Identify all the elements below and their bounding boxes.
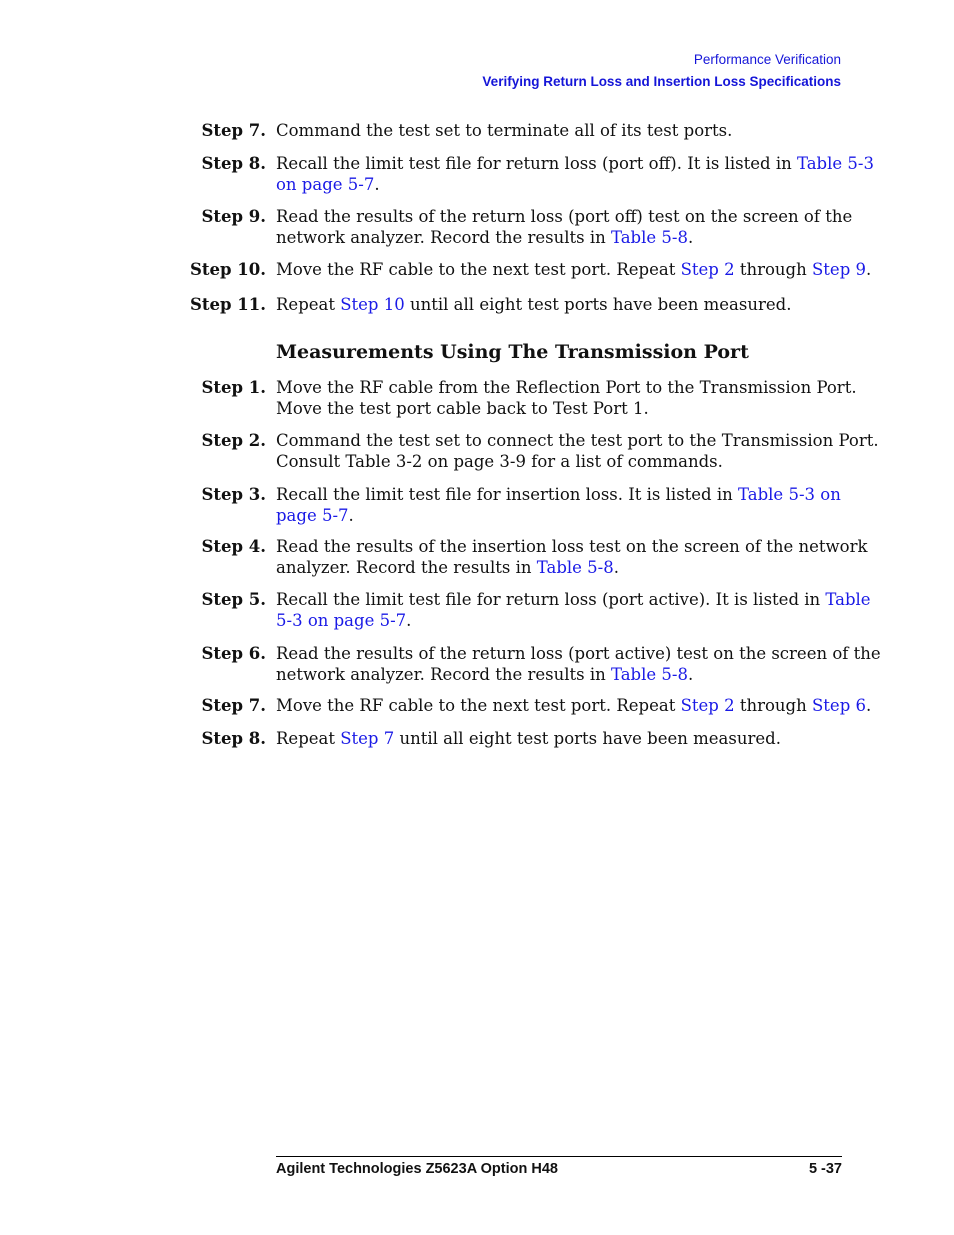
step-text	[276, 590, 871, 631]
step-line	[276, 729, 846, 750]
step-line	[276, 175, 846, 196]
step-text-run: Recall the limit test file for return loss (port off). It is listed in	[276, 154, 797, 173]
step-line	[276, 121, 846, 142]
step-text-run: Move the RF cable to the next test port. Repeat	[276, 260, 681, 279]
step-text-run: Move the test port cable back to Test Port 1.	[276, 398, 649, 418]
cross-reference-link[interactable]: Step 9	[812, 260, 867, 279]
step-line	[276, 154, 874, 175]
step-text	[276, 729, 846, 750]
step-text	[276, 431, 879, 472]
step-line	[276, 207, 853, 228]
step-text-run: .	[406, 610, 412, 630]
step-text	[276, 207, 853, 248]
cross-reference-link[interactable]: Step 7	[340, 729, 395, 748]
step-text-run: .	[374, 174, 380, 194]
footer-rule	[276, 1156, 842, 1157]
step-label: Step 2.	[201, 431, 266, 450]
step-label: Step 4.	[201, 537, 266, 556]
step-text-run: through	[734, 260, 812, 279]
step-text	[276, 378, 857, 419]
step-line	[276, 260, 872, 281]
step-line	[276, 558, 846, 579]
step-label: Step 5.	[201, 590, 266, 609]
step-label: Step 7.	[201, 696, 266, 715]
step-line	[276, 378, 857, 399]
step-text	[276, 154, 874, 195]
footer-page-number: 5 -37	[808, 1161, 842, 1177]
step-text-run: Repeat	[276, 729, 341, 748]
cross-reference-link[interactable]: page 5-7	[276, 505, 349, 525]
step-label: Step 8.	[201, 154, 266, 173]
step-line	[276, 228, 846, 249]
step-label: Step 3.	[201, 485, 266, 504]
step-label: Step 1.	[201, 378, 266, 397]
step-text-run: Repeat	[276, 295, 341, 314]
step-label: Step 9.	[201, 207, 266, 226]
cross-reference-link[interactable]: on page 5-7	[276, 174, 375, 194]
cross-reference-link[interactable]: Table 5-8	[610, 664, 688, 684]
cross-reference-link[interactable]: Table 5-3	[796, 154, 874, 173]
cross-reference-link[interactable]: Table 5-8	[610, 227, 688, 247]
cross-reference-link[interactable]: 5-3 on page 5-7	[276, 610, 407, 630]
cross-reference-link[interactable]: Table	[825, 590, 871, 609]
step-text-run: until all eight test ports have been measured.	[394, 729, 781, 748]
step-text-run: Move the RF cable to the next test port. Repeat	[276, 696, 681, 715]
step-line	[276, 590, 871, 611]
step-text-run: network analyzer. Record the results in	[276, 664, 611, 684]
step-text-run: Read the results of the insertion loss test on the screen of the network	[276, 537, 868, 556]
step-text	[276, 696, 872, 717]
section-heading: Measurements Using The Transmission Port	[276, 341, 749, 363]
step-label: Step 11.	[189, 295, 266, 314]
step-label: Step 8.	[201, 729, 266, 748]
step-text-run: .	[866, 260, 872, 279]
step-text-run: Recall the limit test file for insertion loss. It is listed in	[276, 485, 739, 504]
step-label: Step 10.	[189, 260, 266, 279]
cross-reference-link[interactable]: Step 2	[680, 260, 735, 279]
step-line	[276, 644, 881, 665]
step-line	[276, 537, 868, 558]
cross-reference-link[interactable]: Table 5-8	[536, 557, 614, 577]
step-text	[276, 260, 872, 281]
step-line	[276, 611, 846, 632]
step-line	[276, 696, 872, 717]
step-text	[276, 295, 846, 316]
step-text-run: .	[613, 557, 619, 577]
step-text-run: Recall the limit test file for return loss (port active). It is listed in	[276, 590, 826, 609]
footer-title: Agilent Technologies Z5623A Option H48	[276, 1161, 558, 1177]
step-line	[276, 665, 846, 686]
cross-reference-link[interactable]: Step 2	[680, 696, 735, 715]
running-header-section: Verifying Return Loss and Insertion Loss Specifications	[482, 74, 841, 89]
step-text-run: Read the results of the return loss (port active) test on the screen of the	[276, 644, 881, 663]
step-text-run: Read the results of the return loss (port off) test on the screen of the	[276, 207, 853, 226]
step-text-run: network analyzer. Record the results in	[276, 227, 611, 247]
step-text-run: .	[687, 664, 694, 684]
cross-reference-link[interactable]: Step 6	[812, 696, 867, 715]
step-label: Step 6.	[201, 644, 266, 663]
step-text-run: .	[348, 505, 354, 525]
step-text-run: Consult Table 3-2 on page 3-9 for a list of commands.	[276, 451, 723, 471]
step-line	[276, 452, 846, 473]
step-text	[276, 485, 846, 526]
step-text-run: through	[734, 696, 812, 715]
step-line	[276, 399, 846, 420]
running-header-chapter: Performance Verification	[693, 52, 841, 67]
cross-reference-link[interactable]: Step 10	[340, 295, 405, 314]
step-text	[276, 537, 868, 578]
step-text-run: .	[866, 696, 872, 715]
step-text-run: Move the RF cable from the Reflection Port to the Transmission Port.	[276, 378, 857, 397]
step-text-run: .	[687, 227, 694, 247]
step-text-run: analyzer. Record the results in	[276, 557, 537, 577]
step-line	[276, 506, 846, 527]
step-text-run: Command the test set to terminate all of its test ports.	[276, 121, 733, 140]
step-text-run: until all eight test ports have been measured.	[404, 295, 792, 314]
step-text	[276, 644, 881, 685]
cross-reference-link[interactable]: Table 5-3 on	[738, 485, 841, 504]
step-label: Step 7.	[201, 121, 266, 140]
step-line	[276, 295, 846, 316]
step-line	[276, 485, 846, 506]
step-text-run: Command the test set to connect the test port to the Transmission Port.	[276, 431, 879, 450]
step-line	[276, 431, 879, 452]
step-text	[276, 121, 846, 142]
